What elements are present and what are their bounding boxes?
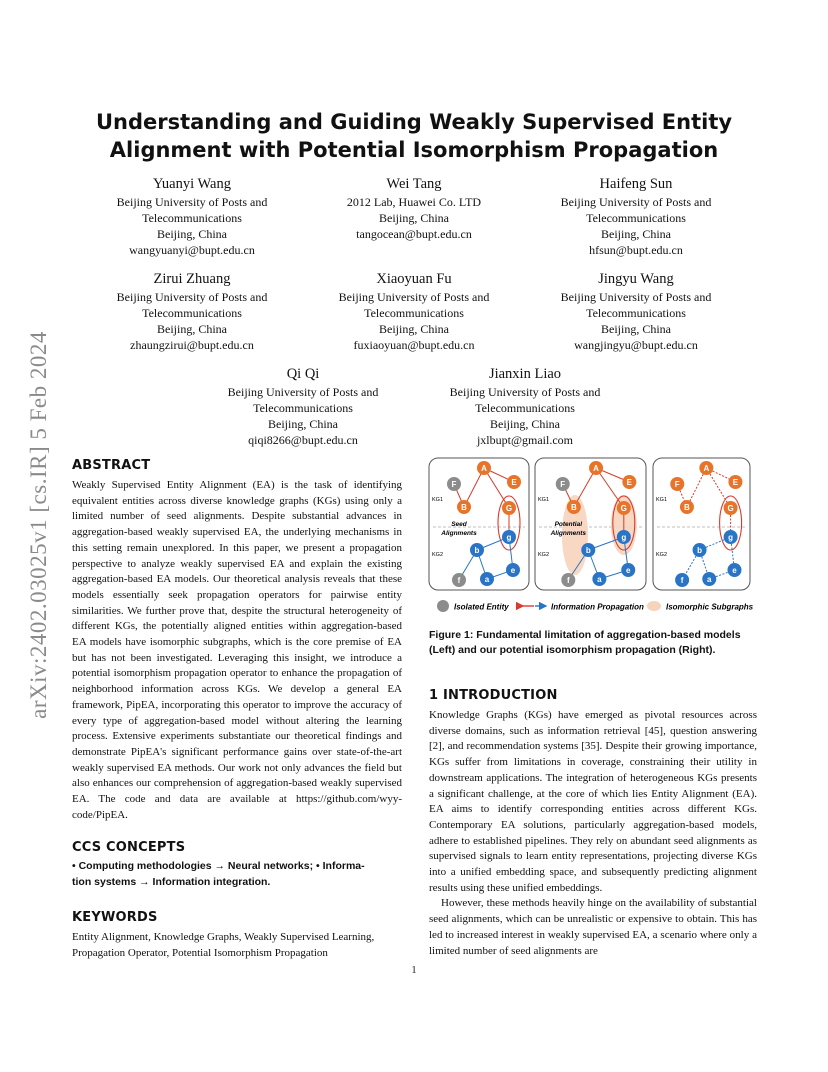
- entity-node-label: B: [570, 503, 577, 512]
- kg2-label: KG2: [656, 552, 668, 558]
- author-affiliation: Telecommunications: [142, 306, 242, 320]
- author-affiliation: Telecommunications: [364, 306, 464, 320]
- legend-label: Information Propagation: [551, 602, 644, 612]
- author-location: Beijing, China: [157, 322, 227, 336]
- entity-node-label: a: [707, 575, 712, 584]
- introduction-paragraph: However, these methods heavily hinge on the availability of substantial seed alignments, which can be unrealistic or expensive to obtain. This has led to increased interest in weakly supervised EA, a scenario where only a limited number of seed alignments are: [429, 897, 757, 957]
- author-affiliation: Telecommunications: [142, 211, 242, 225]
- entity-node-label: F: [560, 480, 566, 489]
- arxiv-identifier: [22, 300, 56, 750]
- entity-node-label: g: [728, 533, 734, 542]
- legend-label: Isolated Entity: [454, 602, 509, 612]
- author-affiliation: Telecommunications: [586, 211, 686, 225]
- entity-node-label: G: [620, 504, 627, 513]
- entity-node-label: G: [505, 504, 513, 513]
- author-email: hfsun@bupt.edu.cn: [589, 243, 683, 257]
- author-email: zhaungzirui@bupt.edu.cn: [130, 338, 254, 352]
- entity-node-label: b: [585, 546, 591, 555]
- entity-node-label: b: [697, 546, 703, 555]
- author-email: wangjingyu@bupt.edu.cn: [574, 338, 698, 352]
- figure-caption-text: Figure 1: Fundamental limitation of aggregation-based models (Left) and our potential isomorphism propagation (Right).: [429, 629, 741, 656]
- entity-node-label: b: [474, 546, 480, 555]
- author-location: Beijing, China: [601, 227, 671, 241]
- entity-node-label: a: [597, 575, 602, 584]
- entity-node-label: F: [674, 480, 680, 489]
- ccs-heading: CCS CONCEPTS: [72, 840, 186, 855]
- entity-node-label: A: [703, 464, 710, 473]
- introduction-paragraph: Knowledge Graphs (KGs) have emerged as pivotal resources across diverse domains, such as information retrieval [45], question answering [2], and recommendation systems [35]. Despite their growing importance, KGs suffer from limitations in coverage, constraining their utility in downstream applications. The integration of heterogeneous KGs presents a significant challenge, at the core of which lies Entity Alignment (EA). EA aims to identify corresponding entities across different KGs. Contemporary EA solutions, particularly aggregation-based models, adhere to established pipelines. They rely on abundant seed alignments as supervised signals to learn entity representations, projecting diverse KGs into a unified embedding space, and subsequently predicting alignment results using these unified embeddings.: [429, 709, 757, 894]
- author-location: Beijing, China: [157, 227, 227, 241]
- figure-1: [426, 455, 756, 620]
- abstract-text: Weakly Supervised Entity Alignment (EA) is the task of identifying equivalent entities across diverse knowledge graphs (KGs) using only a limited number of seed alignments. Despite substantial advances in aggregation-based weakly supervised EA, the underlying mechanisms in this setting remain unexplored. In this paper, we present a propagation perspective to analyze weakly supervised EA and explain the existing aggregation-based EA models. Our theoretical analysis reveals that these models essentially seek propagation operators for pairwise entity similarities. We further prove that, despite the structural heterogeneity of different KGs, the potentially aligned entities within aggregation-based EA models have isomorphic subgraphs, which is the core premise of EA but has not been investigated. Leveraging this insight, we introduce a potential isomorphism propagation operator to enhance the propagation of neighborhood information across KGs. We develop a general EA framework, PipEA, incorporating this operator to improve the accuracy of every type of aggregation-based model without altering the learning process. Extensive experiments substantiate our theoretical findings and demonstrate PipEA's significant performance gains over state-of-the-art weakly supervised EA methods. Our work not only advances the field but also enhances our comprehension of aggregation-based weakly supervised EA. The code and data are available at https://github.com/wyy-code/PipEA.: [72, 479, 402, 821]
- figure-panel: [653, 458, 750, 590]
- author-block: [183, 364, 423, 448]
- kg1-label: KG1: [432, 497, 444, 503]
- author-affiliation: Beijing University of Posts and: [116, 290, 268, 304]
- author-affiliation: Beijing University of Posts and: [116, 195, 268, 209]
- entity-node-label: e: [732, 566, 737, 575]
- entity-node-label: f: [566, 576, 570, 585]
- author-email: wangyuanyi@bupt.edu.cn: [129, 243, 255, 257]
- arxiv-identifier-text: arXiv:2402.03025v1 [cs.IR] 5 Feb 2024: [26, 331, 51, 719]
- isomorphic-subgraph-swatch: [647, 601, 661, 611]
- introduction-section: [429, 688, 757, 959]
- author-location: Beijing, China: [490, 417, 560, 431]
- author-location: Beijing, China: [379, 211, 449, 225]
- author-block: [294, 269, 534, 353]
- entity-node-label: E: [511, 478, 517, 487]
- ccs-concepts: [72, 859, 402, 890]
- author-affiliation: Beijing University of Posts and: [560, 290, 712, 304]
- entity-node-label: F: [451, 480, 457, 489]
- author-block: [405, 364, 645, 448]
- author-email: jxlbupt@gmail.com: [476, 433, 574, 447]
- kg2-label: KG2: [432, 552, 444, 558]
- author-name: Jianxin Liao: [488, 366, 562, 382]
- author-affiliation: Beijing University of Posts and: [338, 290, 490, 304]
- panel-label: Alignments: [550, 530, 587, 537]
- entity-node-label: B: [461, 503, 467, 512]
- figure-caption: [429, 628, 757, 658]
- page-number: 1: [411, 965, 417, 976]
- entity-node-label: a: [484, 575, 490, 584]
- author-email: fuxiaoyuan@bupt.edu.cn: [353, 338, 475, 352]
- panel-label: Alignments: [441, 530, 477, 537]
- author-name: Yuanyi Wang: [153, 176, 231, 192]
- author-affiliation: Beijing University of Posts and: [560, 195, 712, 209]
- entity-node-label: E: [626, 478, 633, 487]
- keywords-heading: KEYWORDS: [72, 910, 158, 925]
- kg2-label: KG2: [538, 552, 550, 558]
- abstract-heading: ABSTRACT: [72, 458, 151, 473]
- entity-node-label: B: [684, 503, 690, 512]
- kg1-label: KG1: [656, 497, 668, 503]
- author-name: Zirui Zhuang: [153, 271, 231, 287]
- author-name: Qi Qi: [286, 366, 320, 382]
- entity-node-label: A: [593, 464, 599, 473]
- panel-label: Potential: [554, 521, 583, 528]
- entity-node-label: A: [481, 464, 487, 473]
- author-location: Beijing, China: [268, 417, 338, 431]
- author-affiliation: Telecommunications: [475, 401, 575, 415]
- ccs-line: tion systems → Information integration.: [72, 875, 271, 888]
- ccs-section: [72, 840, 402, 890]
- author-email: tangocean@bupt.edu.cn: [356, 227, 472, 241]
- author-block: [516, 269, 756, 353]
- ccs-line: • Computing methodologies → Neural networks; • Informa-: [72, 860, 365, 872]
- legend-label: Isomorphic Subgraphs: [666, 602, 754, 612]
- entity-node-label: g: [506, 533, 512, 542]
- author-name: Wei Tang: [386, 176, 442, 192]
- isolated-entity-swatch: [437, 600, 449, 612]
- entity-node-label: g: [621, 533, 627, 542]
- keywords-section: [72, 910, 402, 961]
- entity-node-label: e: [510, 566, 516, 575]
- author-location: Beijing, China: [601, 322, 671, 336]
- entity-node-label: G: [727, 504, 734, 513]
- entity-node-label: f: [457, 576, 461, 585]
- author-affiliation: Beijing University of Posts and: [227, 385, 379, 399]
- author-affiliation: Beijing University of Posts and: [449, 385, 601, 399]
- keywords-text: Entity Alignment, Knowledge Graphs, Weakly Supervised Learning, Propagation Operator, Potential Isomorphism Propagation: [72, 931, 375, 959]
- author-block: [516, 174, 756, 258]
- figure-panel: [429, 458, 529, 590]
- figure-panel: [535, 458, 646, 590]
- figure-legend: [437, 600, 754, 612]
- introduction-heading: 1 INTRODUCTION: [429, 688, 558, 703]
- abstract-section: [72, 458, 402, 823]
- paper-title: Understanding and Guiding Weakly Supervised Entity Alignment with Potential Isomorphism Propagation: [95, 110, 733, 162]
- author-block: [294, 174, 534, 242]
- author-block: [72, 269, 312, 353]
- author-name: Xiaoyuan Fu: [376, 271, 452, 287]
- author-affiliation: Telecommunications: [253, 401, 353, 415]
- author-affiliation: Telecommunications: [586, 306, 686, 320]
- author-affiliation: 2012 Lab, Huawei Co. LTD: [346, 195, 482, 209]
- kg1-label: KG1: [538, 497, 550, 503]
- entity-node-label: f: [680, 576, 684, 585]
- author-name: Jingyu Wang: [598, 271, 674, 287]
- entity-node-label: E: [732, 478, 739, 487]
- author-email: qiqi8266@bupt.edu.cn: [248, 433, 358, 447]
- entity-node-label: e: [626, 566, 631, 575]
- author-block: [72, 174, 312, 258]
- author-location: Beijing, China: [379, 322, 449, 336]
- panel-label: Seed: [451, 521, 467, 528]
- author-name: Haifeng Sun: [599, 176, 673, 192]
